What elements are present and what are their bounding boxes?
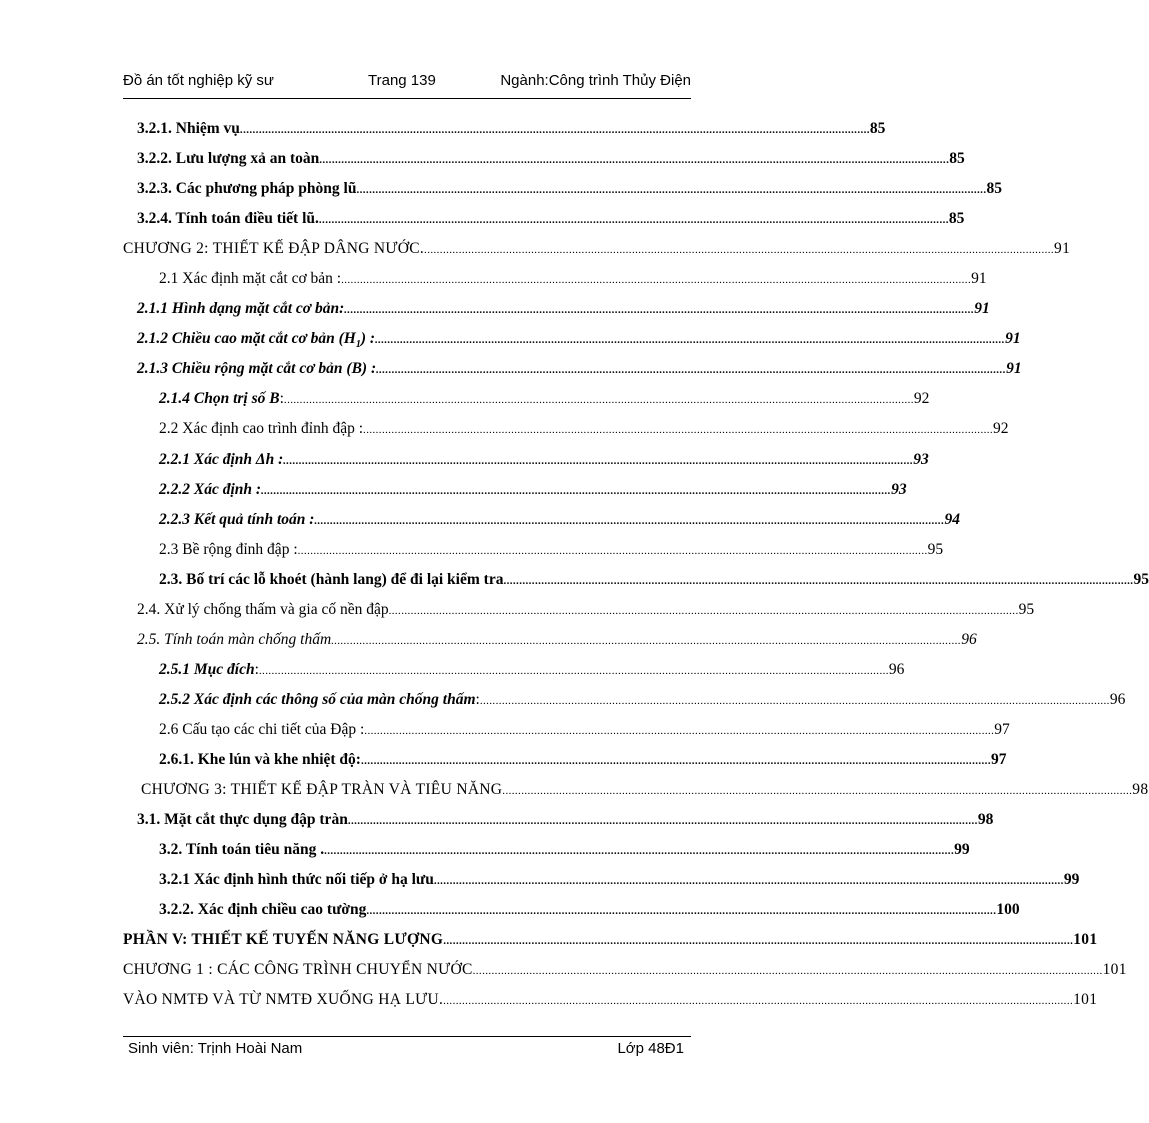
- footer-student-name: Sinh viên: Trịnh Hoài Nam: [128, 1040, 303, 1057]
- dot-leader: ........................................................................................................................................................................................................: [314, 514, 945, 527]
- dot-leader: ........................................................................................................................................................................................................: [356, 184, 987, 197]
- footer-divider: [123, 1036, 691, 1037]
- toc-entry[interactable]: [123, 294, 990, 324]
- page-footer: [128, 1040, 684, 1062]
- toc-page-number: 97: [994, 720, 1010, 738]
- dot-leader: ........................................................................................................................................................................................................: [424, 244, 1055, 257]
- toc-entry[interactable]: [123, 625, 977, 655]
- toc-entry[interactable]: [123, 324, 1021, 354]
- toc-entry-label: 3.1. Mặt cắt thực dụng đập tràn: [137, 811, 348, 829]
- footer-class-code: Lớp 48Đ1: [617, 1040, 684, 1057]
- toc-entry[interactable]: [123, 835, 970, 865]
- toc-entry[interactable]: [123, 895, 1020, 925]
- toc-entry[interactable]: [123, 715, 1010, 745]
- toc-page-number: 85: [869, 120, 886, 137]
- toc-entry-label: 2.6.1. Khe lún và khe nhiệt độ:: [159, 750, 361, 768]
- dot-leader: ........................................................................................................................................................................................................: [443, 935, 1074, 948]
- dot-leader: ........................................................................................................................................................................................................: [433, 875, 1064, 888]
- header-divider: [123, 98, 691, 99]
- toc-entry[interactable]: [123, 535, 944, 565]
- toc-entry[interactable]: [123, 114, 886, 144]
- dot-leader: ........................................................................................................................................................................................................: [324, 845, 955, 858]
- dot-leader: ........................................................................................................................................................................................................: [366, 905, 997, 918]
- toc-page-number: 94: [944, 510, 960, 528]
- toc-entry[interactable]: [123, 475, 907, 505]
- dot-leader: ........................................................................................................................................................................................................: [472, 965, 1103, 978]
- toc-entry-label: 3.2.2. Xác định chiều cao tường: [159, 901, 367, 919]
- toc-entry-label: 3.2.1 Xác định hình thức nối tiếp ở hạ lưu: [159, 871, 434, 889]
- toc-page-number: 95: [1133, 570, 1149, 588]
- toc-entry-label: 2.5. Tính toán màn chống thấm: [137, 630, 332, 648]
- toc-entry-label: 3.2.4. Tính toán điều tiết lũ.: [137, 210, 319, 228]
- toc-entry[interactable]: [123, 685, 1126, 715]
- toc-entry[interactable]: [123, 445, 929, 475]
- toc-entry-label: 2.6 Cấu tạo các chi tiết của Đập :: [159, 720, 365, 738]
- dot-leader: ........................................................................................................................................................................................................: [283, 454, 914, 467]
- toc-entry-label: 2.1.3 Chiều rộng mặt cắt cơ bản (B) :: [137, 360, 377, 378]
- toc-entry-label: CHƯƠNG 2: THIẾT KẾ ĐẬP DÂNG NƯỚC.: [123, 240, 425, 258]
- toc-page-number: 85: [948, 210, 965, 228]
- dot-leader: ........................................................................................................................................................................................................: [443, 995, 1074, 1008]
- toc-entry-label: CHƯƠNG 3: THIẾT KẾ ĐẬP TRÀN VÀ TIÊU NĂNG: [141, 781, 503, 799]
- toc-page-number: 96: [888, 660, 905, 678]
- toc-entry-label: PHẦN V: THIẾT KẾ TUYẾN NĂNG LƯỢNG: [123, 931, 444, 949]
- dot-leader: ........................................................................................................................................................................................................: [341, 274, 972, 287]
- toc-page-number: 101: [1102, 961, 1127, 979]
- toc-entry-label: CHƯƠNG 1 : CÁC CÔNG TRÌNH CHUYỂN NƯỚC: [123, 961, 473, 979]
- toc-entry-label: 2.3 Bề rộng đỉnh đập :: [159, 540, 298, 558]
- toc-entry[interactable]: [123, 144, 965, 174]
- dot-leader: ........................................................................................................................................................................................................: [258, 664, 889, 677]
- toc-entry-label: 2.2.1 Xác định Δh :: [159, 450, 284, 468]
- toc-entry-label: 2.2 Xác định cao trình đỉnh đập :: [159, 420, 364, 438]
- toc-page-number: 99: [954, 841, 970, 859]
- toc-page-number: 92: [913, 390, 930, 408]
- toc-entry[interactable]: [123, 925, 1098, 955]
- toc-entry[interactable]: [123, 985, 1098, 1015]
- dot-leader: ........................................................................................................................................................................................................: [376, 364, 1007, 377]
- toc-entry[interactable]: [123, 865, 1080, 895]
- header-left-text: Đồ án tốt nghiệp kỹ sư: [123, 72, 274, 89]
- toc-entry[interactable]: [123, 264, 987, 294]
- dot-leader: ........................................................................................................................................................................................................: [297, 544, 928, 557]
- toc-entry-label: 3.2.1. Nhiệm vụ: [137, 120, 240, 137]
- toc-page-number: 99: [1063, 871, 1080, 889]
- header-right-text: Ngành:Công trình Thủy Điện: [500, 72, 691, 89]
- toc-entry[interactable]: [123, 595, 1035, 625]
- toc-entry-label: 2.1.1 Hình dạng mặt cắt cơ bản:: [137, 300, 345, 318]
- toc-page-number: 91: [974, 300, 990, 318]
- toc-page-number: 85: [986, 180, 1002, 198]
- toc-page-number: 101: [1073, 931, 1098, 949]
- toc-entry-label: 3.2.3. Các phương pháp phòng lũ: [137, 180, 357, 198]
- toc-page-number: 100: [996, 901, 1020, 919]
- dot-leader: ........................................................................................................................................................................................................: [364, 724, 995, 737]
- toc-page-number: 96: [961, 630, 977, 648]
- toc-page-number: 98: [1132, 781, 1149, 799]
- toc-entry[interactable]: [123, 174, 1002, 204]
- dot-leader: ........................................................................................................................................................................................................: [360, 754, 991, 767]
- toc-entry[interactable]: [123, 955, 1127, 985]
- toc-entry-label: 2.5.1 Mục đích:: [159, 660, 259, 678]
- dot-leader: ........................................................................................................................................................................................................: [503, 574, 1134, 587]
- toc-entry[interactable]: [123, 354, 1022, 384]
- toc-entry[interactable]: [123, 505, 960, 535]
- toc-entry-label: 2.2.2 Xác định :: [159, 480, 262, 498]
- toc-page-number: 91: [1054, 240, 1071, 258]
- toc-entry[interactable]: [123, 745, 1007, 775]
- dot-leader: ........................................................................................................................................................................................................: [502, 785, 1133, 798]
- toc-entry[interactable]: [123, 775, 1149, 805]
- toc-page-number: 97: [990, 750, 1007, 768]
- dot-leader: ........................................................................................................................................................................................................: [375, 334, 1006, 347]
- toc-page-number: 85: [949, 150, 965, 168]
- toc-page-number: 101: [1073, 991, 1098, 1009]
- dot-leader: ........................................................................................................................................................................................................: [479, 694, 1110, 707]
- toc-page-number: 95: [927, 540, 944, 558]
- toc-entry-label: 3.2.2. Lưu lượng xả an toàn: [137, 150, 320, 168]
- toc-page-number: 91: [1006, 360, 1022, 378]
- dot-leader: ........................................................................................................................................................................................................: [283, 394, 914, 407]
- dot-leader: ........................................................................................................................................................................................................: [347, 815, 978, 828]
- toc-page-number: 93: [891, 480, 907, 498]
- dot-leader: ........................................................................................................................................................................................................: [318, 214, 949, 227]
- toc-page-number: 98: [977, 811, 994, 829]
- toc-entry-label: 2.5.2 Xác định các thông số của màn chống thấm:: [159, 690, 480, 708]
- toc-entry[interactable]: [123, 384, 930, 414]
- toc-entry[interactable]: [123, 234, 1071, 264]
- toc-entry[interactable]: [123, 414, 1009, 444]
- toc-page-number: 91: [1005, 330, 1021, 348]
- toc-entry-label: 2.4. Xử lý chống thấm và gia cố nền đập: [137, 600, 389, 618]
- dot-leader: ........................................................................................................................................................................................................: [331, 634, 962, 647]
- page-header: [123, 70, 691, 94]
- toc-entry-label: 2.1.2 Chiều cao mặt cắt cơ bản $(H_1)$ :: [137, 330, 376, 351]
- dot-leader: ........................................................................................................................................................................................................: [319, 154, 950, 167]
- toc-entry[interactable]: [123, 655, 905, 685]
- toc-page-number: 96: [1109, 690, 1126, 708]
- toc-page-number: 95: [1018, 600, 1035, 618]
- table-of-contents: [123, 114, 1149, 1015]
- toc-entry-label: 2.1.4 Chọn trị số B:: [159, 390, 284, 408]
- toc-entry[interactable]: [123, 805, 994, 835]
- toc-page-number: 93: [913, 450, 929, 468]
- toc-entry-label: 3.2. Tính toán tiêu năng .: [159, 841, 325, 859]
- dot-leader: ........................................................................................................................................................................................................: [388, 604, 1019, 617]
- toc-entry-label: VÀO NMTĐ VÀ TỪ NMTĐ XUỐNG HẠ LƯU.: [123, 991, 444, 1009]
- dot-leader: ........................................................................................................................................................................................................: [344, 304, 975, 317]
- toc-page-number: 92: [993, 420, 1009, 438]
- dot-leader: ........................................................................................................................................................................................................: [363, 424, 994, 437]
- toc-entry-label: 2.1 Xác định mặt cắt cơ bản :: [159, 270, 342, 288]
- header-page-number: Trang 139: [368, 72, 436, 89]
- toc-page-number: 91: [971, 270, 987, 288]
- dot-leader: ........................................................................................................................................................................................................: [261, 484, 892, 497]
- dot-leader: ........................................................................................................................................................................................................: [239, 124, 870, 136]
- toc-entry-label: 2.2.3 Kết quả tính toán :: [159, 510, 315, 528]
- toc-entry[interactable]: [123, 565, 1149, 595]
- toc-entry-label: 2.3. Bố trí các lỗ khoét (hành lang) để đi lại kiểm tra: [159, 570, 504, 588]
- toc-entry[interactable]: [123, 204, 965, 234]
